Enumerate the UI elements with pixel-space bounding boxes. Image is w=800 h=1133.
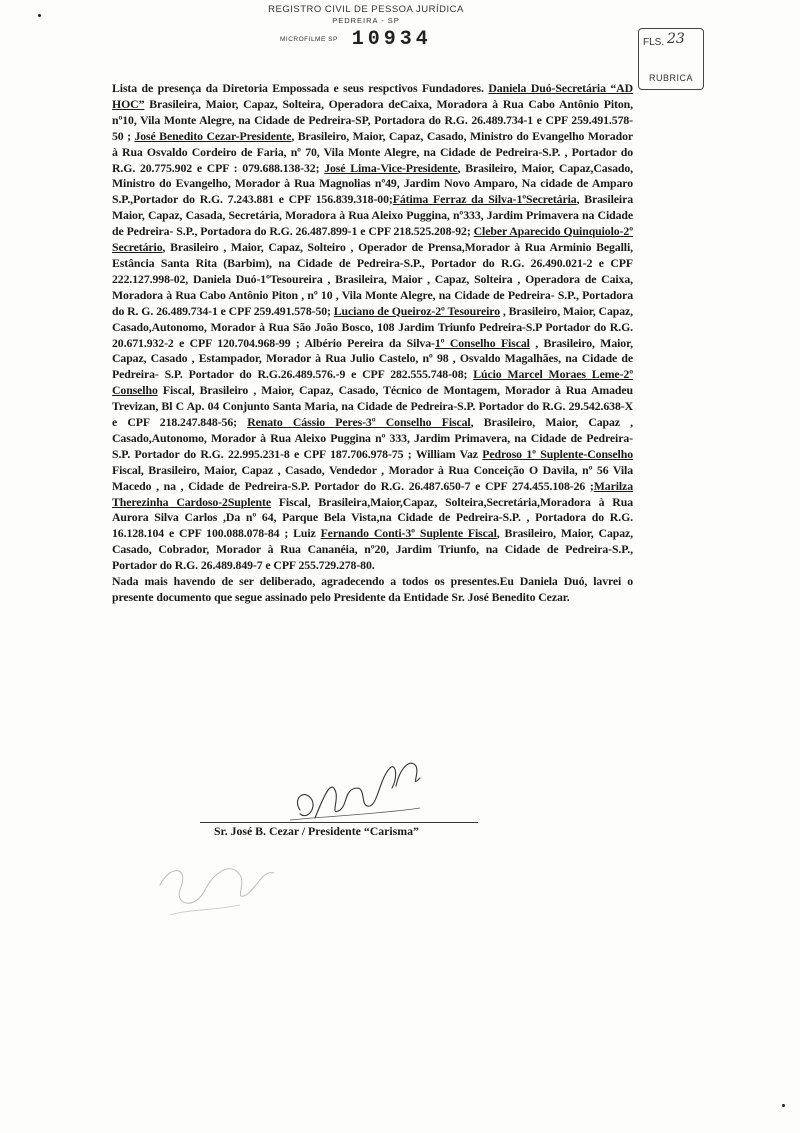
body-text-run: , Brasileiro, Maior, Capaz, Casado, Ministro do Evangelho Morador à Rua Osvaldo Cordeiro de Faria, nº 70, Vila Monte Alegre, na Cidade de Pedreira-S.P. , Portador do R.G. 20.775.902 e CPF : 079.688.138-32;	[112, 128, 634, 175]
underlined-name: 1º Conselho Fiscal	[434, 335, 530, 350]
underlined-name: Pedroso 1º Suplente-Conselho	[482, 446, 633, 461]
body-text-run: , Brasileira Maior, Capaz, Casada, Secretária, Moradora à Rua Aleixo Puggina, nº333, Jardim Primavera na Cidade de Pedreira- S.P., Portadora do R.G. 26.487.899-1 e CPF 218.525.208-92;	[112, 192, 634, 239]
body-text-run: Fiscal, Brasileiro, Maior, Capaz , Casado, Vendedor , Morador à Rua Conceição O Davila, nº 56 Vila Macedo , na , Cidade de Pedreira-S.P. Portador do R.G. 26.487.650-7 e CPF 274.455.108-26 ;	[112, 462, 633, 493]
signature-caption: Sr. José B. Cezar / Presidente “Carisma”	[214, 824, 419, 838]
body-text-run: Brasileira, Maior, Capaz, Solteira, Operadora deCaixa, Moradora à Rua Cabo Antônio Piton, nº10, Vila Monte Alegre, na Cidade de Pedreira-SP, Portadora do R.G. 26.489.734-1 e CPF 259.491.578-50 ;	[112, 96, 633, 143]
registry-stamp-city: PEDREIRA - SP	[332, 16, 400, 25]
body-text-run: , Brasileiro , Maior, Capaz, Solteiro , Operador de Prensa,Morador à Rua Arminio Begalli, Estância Santa Rita (Barbim), na Cidade de Pedreira-S.P., Portador do R.G. 26.490.021-2 e CPF 222.127.998-02, Daniela Duó-1ºTesoureira , Brasileira, Maior , Capaz, Solteira , Operadora de Caixa, Moradora à Rua Cabo Antônio Piton , nº 10 , Vila Monte Alegre, na Cidade de Pedreira- S.P., Portadora do R. G. 26.489.734-1 e CPF 259.491.578-50;	[112, 240, 633, 318]
microfilm-label: MICROFILME SP	[280, 36, 338, 43]
faded-stamp-icon	[150, 835, 300, 930]
body-text-run: , Brasileiro, Maior, Capaz, Casado , Estampador, Morador à Rua Julio Castelo, nº 98 , Osvaldo Magalhães, na Cidade de Pedreira- S.P. Portador do R.G.26.489.576.-9 e CPF 282.555.748-08;	[112, 335, 633, 382]
scan-speck	[38, 14, 41, 17]
signature-icon	[270, 748, 440, 828]
body-paragraph	[112, 574, 633, 606]
microfilm-line	[280, 28, 520, 51]
underlined-name: Daniela Duó-Secretária “AD HOC”	[112, 81, 634, 111]
body-paragraph	[112, 81, 633, 574]
scan-speck	[782, 1104, 785, 1107]
underlined-name: Fernando Conti-3º Suplente Fiscal	[320, 526, 497, 541]
body-text-run: , Brasileiro, Maior, Capaz , Casado,Autonomo, Morador à Rua Aleixo Puggina nº 333, Jardim Primavera, na Cidade de Pedreira-S.P. Portador do R.G. 22.995.231-8 e CPF 187.706.978-75 ; William Vaz	[112, 415, 634, 461]
body-text-run: , Brasileiro, Maior, Capaz, Casado,Autonomo, Morador à Rua São João Bosco, 108 Jardim Triunfo Pedreira-S.P Portador do R.G. 20.671.932-2 e CPF 120.704.968-99 ; Albério Pereira da Silva-	[112, 303, 633, 350]
body-text-run: , Brasileiro, Maior, Capaz,Casado, Ministro do Evangelho, Morador à Rua Magnolias nº49, Jardim Novo Amparo, Na cidade de Amparo S.P.,Portador do R.G. 7.243.881 e CPF 156.839.318-00;	[112, 160, 634, 207]
body-text-run: Lista de presença da Diretoria Empossada e seus respctivos Fundadores.	[112, 81, 489, 95]
body-text-run: Fiscal, Brasileira,Maior,Capaz, Solteira,Secretária,Moradora à Rua Aurora Silva Carlos ,Da nº 64, Parque Bela Vista,na Cidade de Pedreira-S.P. , Portadora do R.G. 16.128.104 e CPF 100.088.078-84 ; Luiz	[112, 494, 633, 541]
underlined-name: Cleber Aparecido Quinquiolo-2º Secretário	[112, 224, 633, 255]
underlined-name: Fátima Ferraz da Silva-1ºSecretária	[392, 192, 577, 207]
underlined-name: Marilza Therezinha Cardoso-2Suplente	[112, 478, 633, 509]
body-text-run: Nada mais havendo de ser deliberado, agradecendo a todos os presentes.Eu Daniela Duó, lavrei o presente documento que segue assinado pelo Presidente da Entidade Sr. José Benedito Cezar.	[112, 574, 633, 604]
underlined-name: José Lima-Vice-Presidente	[324, 160, 458, 175]
body-text-run: Fiscal, Brasileiro , Maior, Capaz, Casado, Técnico de Montagem, Morador à Rua Amadeu Trevizan, Bl C Ap. 04 Conjunto Santa Maria, na Cidade de Pedreira-S.P. Portador do R.G. 29.542.638-X e CPF 218.247.848-56;	[112, 383, 633, 430]
rubrica-label: RUBRICA	[648, 73, 693, 83]
rubrica-fls-label: FLS.	[643, 37, 665, 48]
registry-stamp-title: REGISTRO CIVIL DE PESSOA JURÍDICA	[268, 4, 464, 15]
microfilm-number: 10934	[351, 28, 432, 51]
underlined-name: Lúcio Marcel Moraes Leme-2º Conselho	[112, 367, 633, 398]
body-text-run: , Brasileiro, Maior, Capaz, Casado, Cobrador, Morador à Rua Cananéia, nº20, Jardim Triunfo, na Cidade de Pedreira-S.P., Portador do R.G. 26.489.849-7 e CPF 255.729.278-80.	[112, 526, 633, 573]
underlined-name: Renato Cássio Peres-3º Conselho Fiscal	[247, 415, 471, 430]
rubrica-stamp	[638, 28, 704, 90]
underlined-name: Luciano de Queiroz-2º Tesoureiro	[333, 303, 501, 318]
underlined-name: José Benedito Cezar-Presidente	[134, 128, 292, 143]
signature-line	[200, 822, 478, 823]
registry-stamp	[236, 4, 496, 51]
rubrica-page-number: 23	[667, 31, 685, 47]
document-body	[112, 81, 633, 606]
